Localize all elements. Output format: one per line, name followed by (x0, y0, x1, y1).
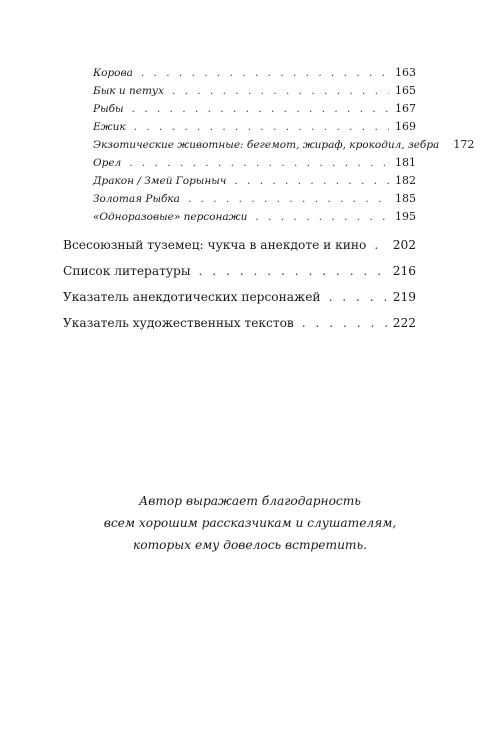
toc-entry-page: 185 (395, 192, 416, 205)
acknowledgment-line: всем хорошим рассказчикам и слушателям, (103, 516, 397, 530)
toc-entry-title: «Одноразовые» персонажи (93, 211, 248, 223)
toc-entry-page: 181 (395, 156, 416, 169)
toc-entry-page: 219 (392, 290, 416, 304)
leader-dots (188, 192, 389, 206)
toc-entry-page: 195 (395, 210, 416, 223)
leader-dots (255, 210, 389, 224)
acknowledgment-line: которых ему довелось встретить. (132, 538, 367, 552)
toc-entry-page: 165 (395, 84, 416, 97)
toc-entry-page: 202 (392, 238, 416, 252)
toc-entry-title: Корова (93, 67, 133, 79)
toc-entry-title: Золотая Рыбка (93, 193, 180, 205)
toc-entry-title: Бык и петух (93, 85, 164, 97)
toc-entry-page: 216 (392, 264, 416, 278)
toc-sub-entry (93, 174, 416, 188)
toc-entry-title: Рыбы (93, 103, 124, 115)
leader-dots (172, 84, 389, 98)
toc-entry-title: Указатель художественных текстов (63, 316, 294, 330)
toc-sub-entry (93, 156, 416, 170)
leader-dots (302, 315, 387, 331)
toc-entry-page: 222 (392, 316, 416, 330)
toc-sub-entry (93, 210, 416, 224)
leader-dots (234, 174, 389, 188)
toc-entry-page: 167 (395, 102, 416, 115)
leader-dots (134, 120, 389, 134)
acknowledgment-line: Автор выражает благодарность (139, 494, 361, 508)
leader-dots (129, 156, 389, 170)
toc-sub-entry (93, 120, 416, 134)
toc-main-entry (63, 289, 416, 305)
acknowledgment (60, 490, 440, 556)
leader-dots (329, 289, 387, 305)
toc-entry-page: 172 (453, 138, 475, 151)
toc-entry-title: Всесоюзный туземец: чукча в анекдоте и кино (63, 238, 367, 252)
toc-main-entry (63, 315, 416, 331)
toc-entry-title: Экзотические животные: бегемот, жираф, крокодил, зебра (93, 139, 440, 151)
toc-main-entry (63, 237, 416, 253)
toc-entry-title: Указатель анекдотических персонажей (63, 290, 321, 304)
toc-entry-page: 182 (395, 174, 416, 187)
leader-dots (374, 237, 386, 253)
toc-entry-title: Орел (93, 157, 122, 169)
toc-main-entry (63, 263, 416, 279)
leader-dots (199, 263, 387, 279)
toc-entry-page: 163 (395, 66, 416, 79)
toc-entry-title: Дракон / Змей Горыныч (93, 175, 227, 187)
toc-sub-entry (93, 102, 416, 116)
toc-entry-title: Список литературы (63, 264, 191, 278)
toc-sub-entry (93, 192, 416, 206)
toc-sub-entry (93, 138, 475, 152)
leader-dots (132, 102, 389, 116)
toc-entry-title: Ежик (93, 121, 126, 133)
toc-sub-entry (93, 84, 416, 98)
toc-sub-entry (93, 66, 416, 80)
toc-entry-page: 169 (395, 120, 416, 133)
leader-dots (141, 66, 389, 80)
